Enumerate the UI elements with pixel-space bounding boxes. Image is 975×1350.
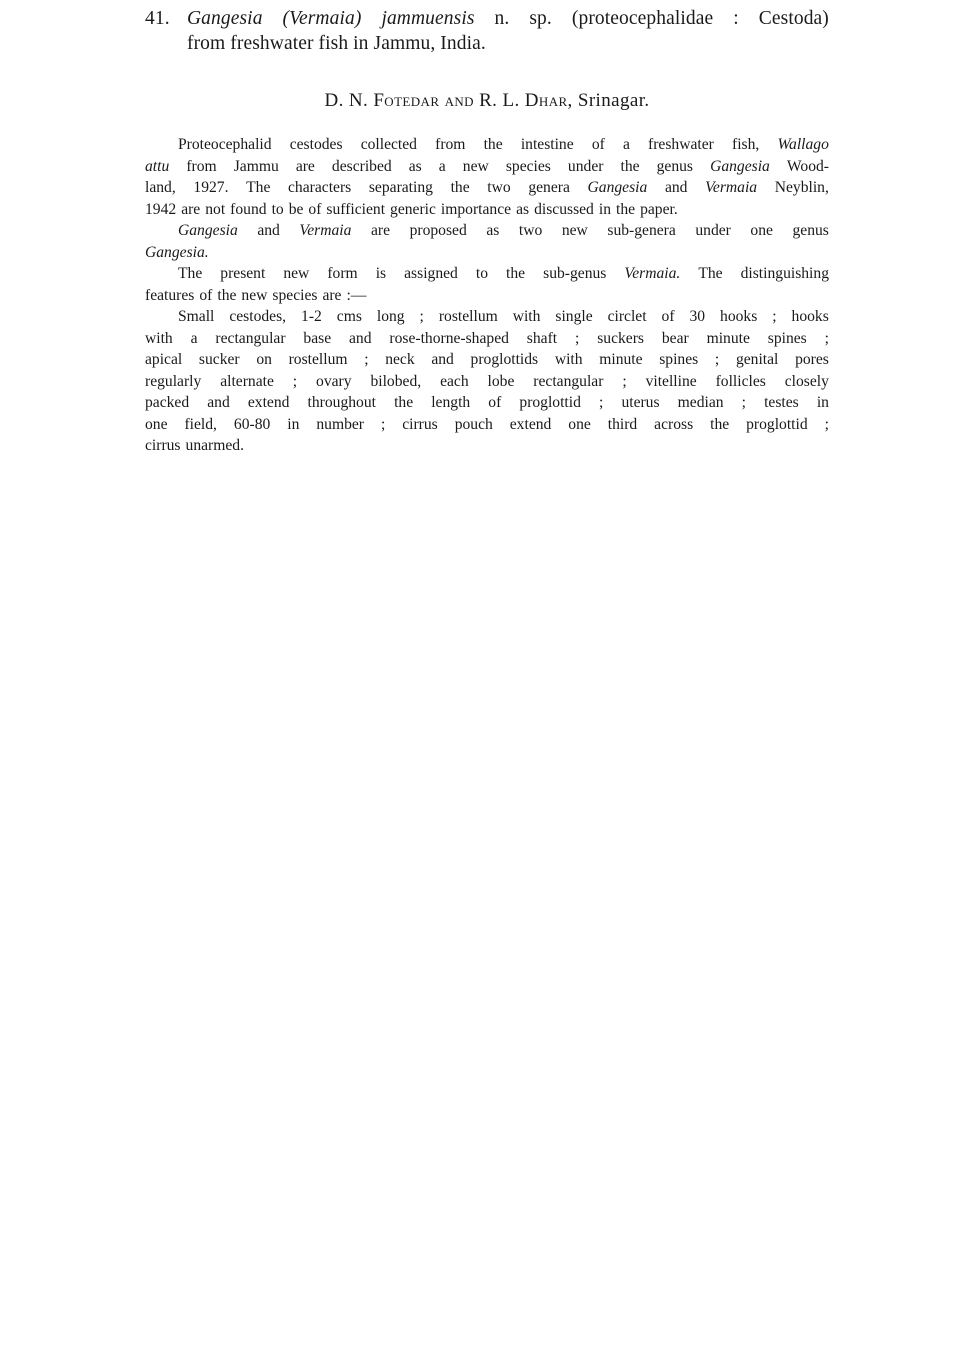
author-place: Srinagar.	[577, 90, 650, 111]
paragraph-diagnosis	[145, 306, 829, 457]
word: of	[661, 308, 675, 325]
word: ;	[622, 372, 627, 390]
word: 1-2	[301, 308, 322, 325]
word: 30	[689, 308, 706, 325]
word: closely	[784, 372, 829, 390]
word: a	[622, 136, 630, 153]
word: from	[186, 157, 217, 175]
word: rectangular	[533, 372, 604, 390]
word: the	[394, 394, 414, 411]
word: Neyblin,	[774, 179, 829, 196]
word: genus	[792, 222, 829, 239]
word: assigned	[404, 265, 458, 282]
word: species	[505, 157, 551, 175]
word: field,	[184, 415, 217, 433]
word: The	[178, 265, 203, 282]
word: genital	[735, 351, 779, 368]
word: to	[475, 265, 489, 282]
word: The	[246, 179, 271, 196]
word: Vermaia	[299, 222, 352, 239]
word: apical	[145, 351, 183, 368]
word: rostellum	[288, 351, 348, 368]
word: testes	[764, 394, 799, 411]
word: pores	[795, 351, 829, 368]
word: one	[750, 222, 773, 239]
text-line	[145, 263, 829, 285]
word: ;	[599, 394, 604, 411]
word: uterus	[621, 394, 660, 411]
word: alternate	[220, 372, 274, 390]
word: ;	[419, 308, 424, 325]
word: genus	[656, 157, 694, 175]
word: and	[431, 351, 454, 368]
word: described	[331, 157, 392, 175]
word: of	[591, 136, 605, 153]
article-number: 41.	[145, 8, 170, 29]
word: intestine	[520, 136, 574, 153]
word: under	[695, 222, 731, 239]
word: found	[230, 200, 267, 218]
word: the	[483, 136, 503, 153]
word: new	[462, 157, 489, 175]
author1-initials: D. N.	[324, 90, 369, 111]
word: ;	[292, 372, 298, 390]
word: ;	[364, 351, 369, 368]
word: vitelline	[645, 372, 697, 390]
word: hooks	[791, 308, 829, 325]
word: Gangesia	[178, 222, 238, 239]
word: each	[440, 372, 469, 390]
word: generic	[390, 200, 436, 218]
word: with	[145, 329, 173, 347]
title-line-2: from freshwater fish in Jammu, India.	[187, 33, 486, 54]
article-title	[145, 6, 829, 56]
word: in	[287, 415, 300, 433]
word: new	[241, 286, 268, 304]
word: separating	[368, 179, 433, 196]
word: Wallago	[777, 136, 829, 153]
text-line	[145, 220, 829, 242]
word: 60-80	[233, 415, 271, 433]
word: with	[554, 351, 583, 368]
word: cestodes	[289, 136, 343, 153]
word: are	[181, 200, 201, 218]
word: ovary	[316, 372, 352, 390]
word: cirrus	[145, 437, 181, 454]
word: are	[370, 222, 391, 239]
author1-surname: Fotedar	[373, 90, 440, 111]
word: rose-thorne-shaped	[389, 329, 509, 347]
word: be	[288, 200, 304, 218]
word: Small	[178, 308, 215, 325]
word: cestodes,	[229, 308, 287, 325]
paragraph-summary	[145, 134, 829, 220]
word: circlet	[607, 308, 647, 325]
word: distinguishing	[740, 265, 829, 282]
title-genus: Gangesia	[187, 8, 263, 29]
word: and	[349, 329, 372, 347]
text-line	[145, 414, 829, 436]
word: long	[376, 308, 405, 325]
word: on	[256, 351, 272, 368]
word: as	[408, 157, 422, 175]
text-line	[145, 371, 829, 393]
word: in	[816, 394, 829, 411]
word: species	[272, 286, 318, 304]
word: of	[488, 394, 502, 411]
title-n: n.	[494, 8, 510, 29]
word: number	[316, 415, 364, 433]
title-family: (proteocephalidae	[571, 8, 714, 29]
title-line-1	[187, 6, 829, 31]
word: sucker	[198, 351, 240, 368]
word: genera	[528, 179, 570, 196]
word: minute	[599, 351, 643, 368]
text-line	[145, 328, 829, 350]
word: the	[616, 200, 636, 218]
word: ;	[574, 329, 580, 347]
word: importance	[440, 200, 512, 218]
text-line	[145, 177, 829, 199]
word: cms	[336, 308, 362, 325]
word: one	[145, 415, 168, 433]
word: neck	[385, 351, 415, 368]
word: form	[327, 265, 358, 282]
paragraph-subgenera	[145, 220, 829, 263]
word: one	[568, 415, 591, 433]
word: and	[207, 394, 230, 411]
word: extend	[509, 415, 552, 433]
word: unarmed.	[185, 437, 244, 454]
word: spines	[659, 351, 699, 368]
word: the	[710, 415, 730, 433]
title-class: Cestoda)	[758, 8, 829, 29]
word: the	[620, 157, 640, 175]
word: Wood-	[786, 157, 829, 175]
author-joiner: and	[444, 90, 474, 111]
word: bear	[661, 329, 689, 347]
word: under	[567, 157, 604, 175]
word: extend	[247, 394, 290, 411]
word: collected	[360, 136, 417, 153]
word: across	[654, 415, 694, 433]
word: ;	[824, 415, 829, 433]
word: 1942	[145, 200, 177, 218]
author2-initials: R. L.	[479, 90, 520, 111]
word: lobe	[487, 372, 515, 390]
text-line	[145, 435, 829, 457]
text-line	[145, 349, 829, 371]
word: :—	[346, 286, 367, 304]
word: features	[145, 286, 195, 304]
text-line	[145, 285, 829, 307]
word: ;	[714, 351, 720, 368]
word: hooks	[720, 308, 758, 325]
word: rostellum	[438, 308, 498, 325]
word: proposed	[409, 222, 467, 239]
word: sufficient	[326, 200, 386, 218]
word: new	[283, 265, 310, 282]
word: of	[308, 200, 322, 218]
text-line	[145, 199, 829, 221]
word: median	[677, 394, 724, 411]
text-line	[145, 242, 829, 264]
word: throughout	[307, 394, 376, 411]
word: fish,	[732, 136, 760, 153]
text-line	[145, 156, 829, 178]
word: proglottids	[470, 351, 539, 368]
title-sp: sp.	[529, 8, 552, 29]
word: third	[607, 415, 638, 433]
word: sub-genera	[607, 222, 676, 239]
word: to	[271, 200, 284, 218]
word: in	[598, 200, 611, 218]
word: regularly	[145, 372, 202, 390]
word: two	[518, 222, 543, 239]
word: present	[220, 265, 266, 282]
word: the	[506, 265, 526, 282]
word: paper.	[640, 200, 678, 218]
word: new	[561, 222, 588, 239]
word: length	[431, 394, 471, 411]
title-species: jammuensis	[381, 8, 475, 29]
word: cirrus	[402, 415, 438, 433]
word: the	[217, 286, 237, 304]
word: of	[199, 286, 213, 304]
title-subgenus: (Vermaia)	[282, 8, 362, 29]
word: two	[487, 179, 511, 196]
word: suckers	[597, 329, 644, 347]
word: ;	[380, 415, 386, 433]
word: minute	[706, 329, 750, 347]
word: The	[698, 265, 723, 282]
word: a	[190, 329, 198, 347]
word: and	[257, 222, 280, 239]
word: freshwater	[648, 136, 714, 153]
abstract-body	[145, 134, 829, 457]
word: proglottid	[519, 394, 581, 411]
word: sub-genus	[543, 265, 607, 282]
word: 1927.	[193, 179, 229, 196]
word: bilobed,	[370, 372, 422, 390]
word: Gangesia	[710, 157, 770, 175]
word: follicles	[715, 372, 766, 390]
word: Gangesia	[587, 179, 648, 196]
word: characters	[288, 179, 352, 196]
word: discussed	[534, 200, 594, 218]
word: as	[516, 200, 530, 218]
word: ;	[824, 329, 829, 347]
word: with	[512, 308, 541, 325]
word: packed	[145, 394, 190, 411]
word: not	[205, 200, 226, 218]
word: single	[555, 308, 593, 325]
word: ;	[772, 308, 777, 325]
word: Gangesia.	[145, 243, 209, 261]
author-line	[145, 89, 829, 113]
word: and	[664, 179, 688, 196]
word: is	[375, 265, 387, 282]
word: base	[303, 329, 332, 347]
paragraph-assignment	[145, 263, 829, 306]
author2-surname: Dhar,	[524, 90, 573, 111]
article	[145, 0, 829, 457]
word: pouch	[454, 415, 493, 433]
word: Vermaia	[705, 179, 758, 196]
text-line	[145, 306, 829, 328]
word: a	[438, 157, 446, 175]
word: attu	[145, 157, 170, 175]
word: as	[486, 222, 500, 239]
word: shaft	[526, 329, 558, 347]
word: are	[295, 157, 315, 175]
word: Jammu	[233, 157, 279, 175]
word: are	[322, 286, 342, 304]
word: proglottid	[746, 415, 808, 433]
word: spines	[767, 329, 807, 347]
word: Vermaia.	[624, 265, 681, 282]
word: rectangular	[215, 329, 286, 347]
text-line	[145, 134, 829, 156]
word: the	[450, 179, 470, 196]
word: Proteocephalid	[178, 136, 272, 153]
word: ;	[741, 394, 746, 411]
word: land,	[145, 179, 176, 196]
title-colon: :	[733, 8, 739, 29]
word: from	[435, 136, 466, 153]
text-line	[145, 392, 829, 414]
